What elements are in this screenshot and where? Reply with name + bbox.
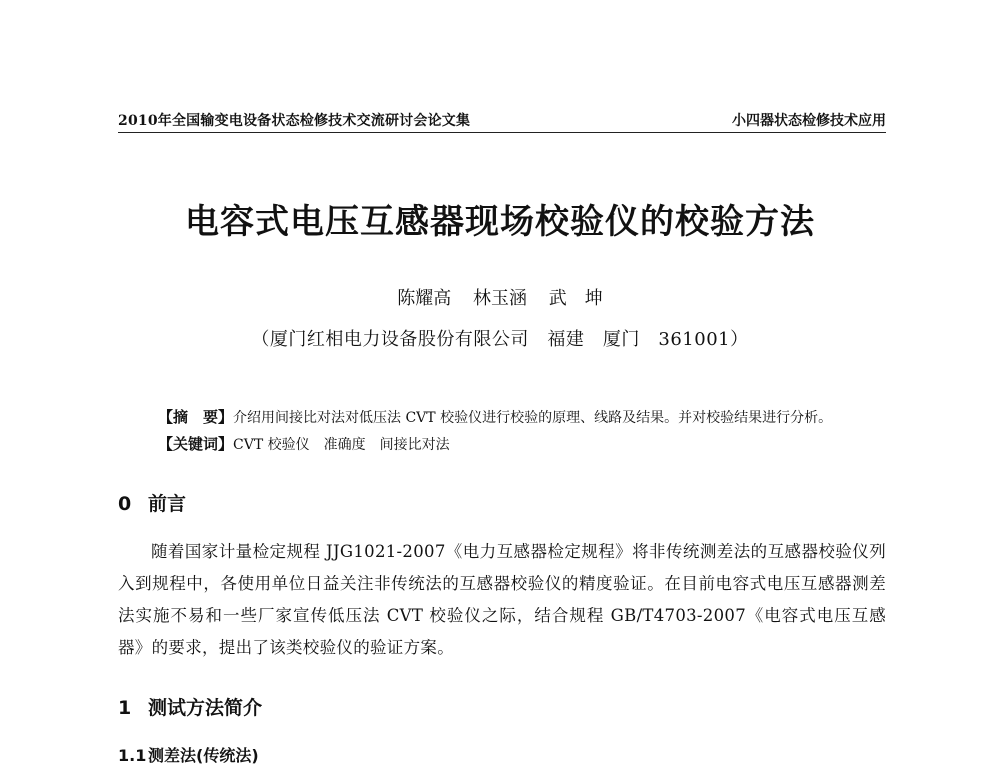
abstract-line [158, 404, 898, 431]
header-proceedings-title: 2010年全国输变电设备状态检修技术交流研讨会论文集 [118, 113, 471, 129]
keywords-text: CVT 校验仪 准确度 间接比对法 [233, 437, 450, 453]
introduction-paragraph: 随着国家计量检定规程 JJG1021-2007《电力互感器检定规程》将非传统测差法的互感器校验仪列入到规程中，各使用单位日益关注非传统法的互感器校验仪的精度验证。在目前电容式电压互感器测差法实施不易和一些厂家宣传低压法 CVT 校验仪之际，结合规程 GB/T4703-2007《电容式电压互感器》的要求，提出了该类校验仪的验证方案。 [118, 542, 886, 657]
author-name: 武 坤 [548, 288, 603, 309]
section-title: 测差法(传统法) [148, 746, 259, 765]
author-list [0, 284, 1000, 310]
author-name: 陈耀高 [397, 288, 452, 309]
section-heading-introduction [118, 489, 186, 516]
header-section-title: 小四器状态检修技术应用 [732, 113, 886, 129]
running-header [118, 108, 886, 133]
section-number: 1 [118, 697, 132, 719]
abstract-text: 介绍用间接比对法对低压法 CVT 校验仪进行校验的原理、线路及结果。并对校验结果进行分析。 [233, 410, 833, 426]
abstract-block [158, 404, 898, 458]
paper-title: 电容式电压互感器现场校验仪的校验方法 [185, 202, 815, 242]
affiliation: （厦门红相电力设备股份有限公司 福建 厦门 361001） [251, 329, 749, 350]
keywords-line [158, 431, 898, 458]
section-number: 0 [118, 493, 132, 515]
abstract-label: 【摘 要】 [158, 408, 234, 426]
section-title: 测试方法简介 [148, 697, 263, 719]
author-name: 林玉涵 [473, 288, 527, 309]
section-number: 1.1 [118, 746, 147, 765]
keywords-label: 【关键词】 [158, 435, 234, 453]
subsection-heading-difference-method [118, 743, 259, 766]
section-heading-test-methods [118, 693, 262, 720]
section-title: 前言 [148, 493, 187, 515]
